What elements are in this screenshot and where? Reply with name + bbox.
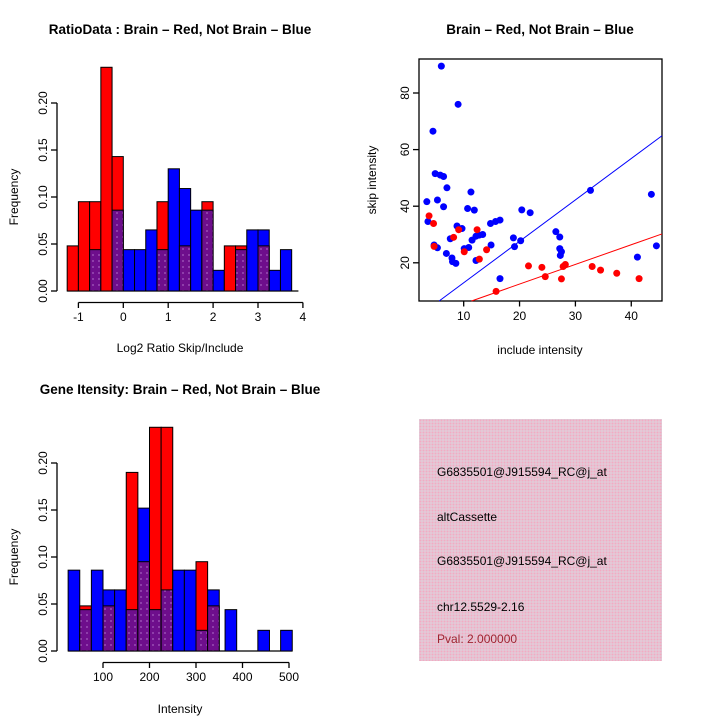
scatter-point: [452, 260, 459, 267]
y-tick-label: 0.00: [36, 279, 50, 303]
hist-bar-overlap: [196, 630, 208, 651]
hist-bar-blue: [146, 230, 157, 291]
scatter-point: [597, 267, 604, 274]
hist-bar-blue: [225, 610, 237, 651]
scatter-point: [443, 250, 450, 257]
scatter-point: [542, 273, 549, 280]
hist-bar-red: [78, 202, 89, 291]
hist-bar-overlap: [236, 250, 247, 291]
info-pval-line: Pval: 2.000000: [437, 632, 518, 646]
gene-info-box: [419, 419, 662, 661]
info-splice-type: altCassette: [437, 510, 498, 524]
scatter-point: [496, 217, 503, 224]
y-tick-label: 0.05: [36, 232, 50, 256]
fit-lines: [439, 136, 662, 301]
ratio-histogram-plot: [0, 0, 360, 360]
ratio-histogram-title: RatioData : Brain – Red, Not Brain – Blue: [48, 22, 312, 37]
x-tick-label: 500: [278, 670, 300, 684]
scatter-point: [493, 288, 500, 295]
scatter-point: [440, 173, 447, 180]
hist-bar-blue: [135, 250, 146, 291]
scatter-point: [510, 234, 517, 241]
scatter-point: [613, 270, 620, 277]
y-tick-label: 60: [398, 142, 412, 157]
scatter-point: [476, 256, 483, 263]
scatter-point: [636, 275, 643, 282]
x-tick-label: 4: [299, 310, 307, 324]
hist-bar-overlap: [150, 610, 162, 651]
scatter-point: [587, 187, 594, 194]
scatter-point: [525, 262, 532, 269]
x-tick-label: 200: [139, 670, 160, 684]
hist-bar-overlap: [161, 590, 173, 651]
scatter-point: [479, 231, 486, 238]
hist-bar-blue: [184, 570, 196, 651]
hist-bar-blue: [168, 169, 179, 291]
scatter-point: [517, 237, 524, 244]
hist-bar-red: [101, 67, 112, 291]
hist-bar-overlap: [103, 606, 115, 651]
hist-bar-blue: [123, 250, 134, 291]
fit-line-not-brain-fit: [439, 136, 662, 301]
y-tick-label: 0.15: [36, 498, 50, 522]
hist-bar-overlap: [202, 210, 213, 291]
y-tick-label: 0.10: [36, 185, 50, 209]
scatter-point: [426, 212, 433, 219]
scatter-point: [431, 243, 438, 250]
scatter-point: [556, 234, 563, 241]
scatter-point: [423, 198, 430, 205]
x-axis: [73, 303, 306, 325]
hist-bar-blue: [280, 250, 291, 291]
info-probe-id-2: G6835501@J915594_RC@j_at: [437, 554, 607, 568]
hist-bar-overlap: [157, 250, 168, 291]
scatter-point: [557, 252, 564, 259]
y-tick-label: 80: [398, 86, 412, 100]
y-tick-label: 40: [398, 199, 412, 213]
x-tick-label: 10: [457, 309, 471, 323]
scatter-point: [455, 226, 462, 233]
scatter-point: [538, 264, 545, 271]
hist-bar-overlap: [179, 246, 190, 291]
y-tick-label: 0.20: [36, 451, 50, 475]
y-tick-label: 0.05: [36, 592, 50, 616]
panel-gene-intensity-histogram: [0, 360, 360, 720]
scatter-point: [434, 196, 441, 203]
y-tick-label: 0.10: [36, 545, 50, 569]
ratio-histogram-xlabel: Log2 Ratio Skip/Include: [116, 341, 244, 355]
hist-bar-overlap: [126, 610, 138, 651]
points-not-brain: [423, 63, 660, 283]
y-tick-label: 0.15: [36, 138, 50, 162]
scatter-point: [634, 254, 641, 261]
scatter-point: [558, 275, 565, 282]
hist-bar-red: [67, 246, 78, 291]
hist-bar-overlap: [90, 250, 101, 291]
scatter-point: [443, 184, 450, 191]
scatter-ylabel: skip intensity: [365, 145, 379, 215]
hist-bar-overlap: [112, 210, 123, 291]
gene-intensity-title: Gene Itensity: Brain – Red, Not Brain – Blue: [39, 382, 321, 397]
hist-bar-blue: [91, 570, 103, 651]
gene-intensity-plot: [0, 360, 360, 720]
x-tick-label: 100: [92, 670, 114, 684]
hist-bar-blue: [213, 270, 224, 291]
scatter-point: [518, 206, 525, 213]
hist-bar-blue: [68, 570, 80, 651]
scatter-point: [455, 101, 462, 108]
y-tick-label: 20: [398, 256, 412, 270]
scatter-point: [450, 234, 457, 241]
hist-bar-overlap: [208, 606, 220, 651]
x-tick-label: 0: [119, 310, 127, 324]
x-tick-label: 40: [624, 309, 638, 323]
histogram-bars: [67, 67, 292, 291]
scatter-point: [429, 128, 436, 135]
hist-bar-overlap: [80, 610, 92, 651]
hist-bar-blue: [247, 230, 258, 291]
scatter-point: [589, 263, 596, 270]
x-tick-label: 30: [568, 309, 583, 323]
y-axis: [398, 86, 419, 269]
info-locus: chr12.5529-2.16: [437, 600, 525, 614]
info-probe-id: G6835501@J915594_RC@j_at: [437, 465, 607, 479]
x-tick-label: 20: [512, 309, 527, 323]
ratio-histogram-ylabel: Frequency: [7, 168, 21, 226]
panel-intensity-scatter: [360, 0, 720, 360]
x-tick-label: 300: [185, 670, 207, 684]
hist-bar-overlap: [138, 562, 150, 651]
scatter-point: [461, 248, 468, 255]
scatter-xlabel: include intensity: [497, 343, 583, 357]
gene-intensity-xlabel: Intensity: [157, 702, 203, 716]
y-tick-label: 0.00: [36, 639, 50, 663]
scatter-point: [562, 261, 569, 268]
hist-bar-blue: [269, 270, 280, 291]
scatter-point: [511, 243, 518, 250]
y-axis: [36, 91, 57, 303]
hist-bar-blue: [191, 210, 202, 291]
scatter-point: [496, 275, 503, 282]
panel-gene-info: [360, 360, 720, 720]
x-axis: [93, 663, 299, 685]
y-axis: [36, 451, 57, 663]
hist-bar-blue: [173, 570, 185, 651]
histogram-bars: [68, 427, 292, 651]
x-tick-label: 1: [164, 310, 172, 324]
panel-ratio-histogram: [0, 0, 360, 360]
hist-bar-blue: [258, 630, 270, 651]
scatter-plot: [360, 0, 720, 360]
scatter-point: [653, 242, 660, 249]
scatter-point: [440, 203, 447, 210]
scatter-point: [527, 209, 534, 216]
scatter-title: Brain – Red, Not Brain – Blue: [446, 22, 634, 37]
x-tick-label: -1: [73, 310, 84, 324]
scatter-point: [467, 189, 474, 196]
x-tick-label: 400: [232, 670, 253, 684]
scatter-point: [483, 246, 490, 253]
x-axis: [457, 301, 638, 323]
hist-bar-blue: [115, 590, 127, 651]
scatter-point: [430, 220, 437, 227]
scatter-point: [438, 63, 445, 70]
scatter-point: [648, 191, 655, 198]
x-tick-label: 2: [209, 310, 217, 324]
hist-bar-blue: [281, 630, 293, 651]
hist-bar-red: [224, 246, 235, 291]
scatter-point: [471, 207, 478, 214]
hist-bar-overlap: [258, 246, 269, 291]
x-tick-label: 3: [254, 310, 262, 324]
scatter-point: [474, 226, 481, 233]
gene-intensity-ylabel: Frequency: [7, 528, 21, 586]
scatter-point: [464, 205, 471, 212]
y-tick-label: 0.20: [36, 91, 50, 115]
